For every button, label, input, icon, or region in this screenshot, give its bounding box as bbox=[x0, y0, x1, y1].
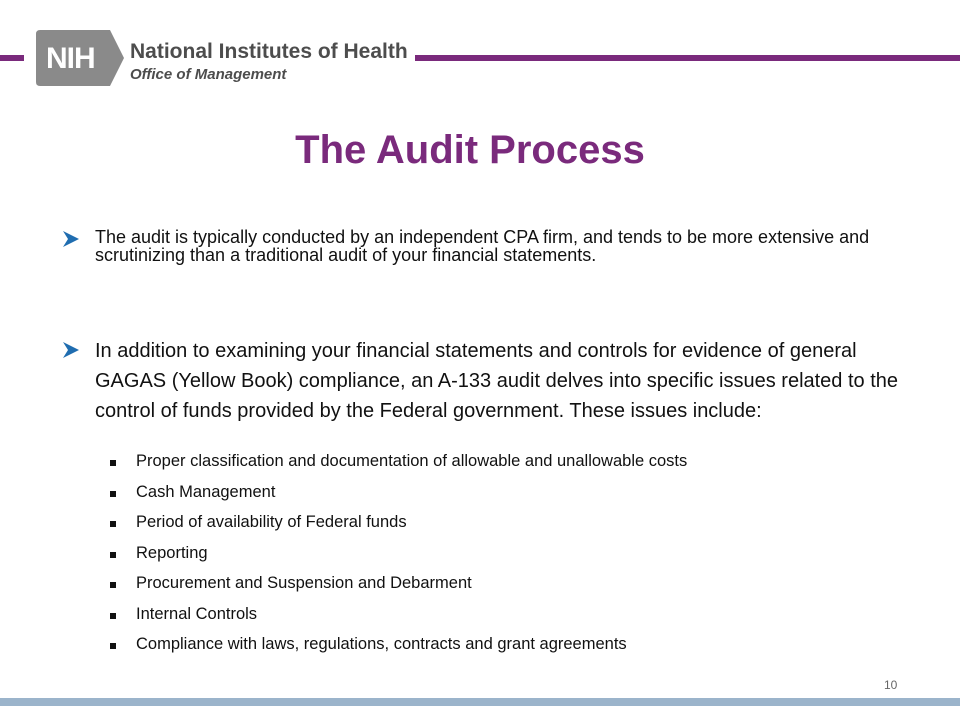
sub-bullet-item bbox=[106, 544, 886, 575]
slide-title: The Audit Process bbox=[295, 128, 645, 172]
square-bullet-icon bbox=[110, 582, 116, 588]
sub-bullet-text: Internal Controls bbox=[136, 604, 258, 623]
square-bullet-icon bbox=[110, 552, 116, 558]
page-number: 10 bbox=[884, 678, 898, 692]
nih-logo bbox=[36, 28, 411, 88]
sub-bullet-item bbox=[106, 483, 886, 514]
square-bullet-icon bbox=[110, 613, 116, 619]
bullet-text: In addition to examining your financial statements and controls for evidence of general GAGAS (Yellow Book) compliance, an A-133 audit delves into specific issues related to the control of funds provided by the Federal government. These issues include: bbox=[95, 340, 899, 422]
org-name: National Institutes of Health bbox=[130, 40, 408, 63]
sub-bullet-item bbox=[106, 513, 886, 544]
header-rule-left bbox=[0, 55, 24, 61]
bullet-text: The audit is typically conducted by an independent CPA firm, and tends to be more extensive and scrutinizing than a traditional audit of your financial statements. bbox=[95, 227, 870, 265]
sub-bullet-text: Cash Management bbox=[136, 482, 276, 501]
footer-bar bbox=[0, 698, 960, 706]
square-bullet-icon bbox=[110, 521, 116, 527]
sub-bullet-item bbox=[106, 605, 886, 636]
sub-bullet-list bbox=[106, 452, 886, 666]
sub-bullet-text: Compliance with laws, regulations, contracts and grant agreements bbox=[136, 635, 627, 653]
square-bullet-icon bbox=[110, 460, 116, 466]
sub-bullet-text: Procurement and Suspension and Debarment bbox=[136, 574, 472, 592]
header-rule-right bbox=[415, 55, 960, 61]
arrow-bullet-icon bbox=[62, 341, 80, 359]
sub-bullet-text: Proper classification and documentation of allowable and unallowable costs bbox=[136, 452, 688, 470]
arrow-bullet-icon bbox=[62, 230, 80, 248]
bullet-item bbox=[62, 336, 902, 426]
square-bullet-icon bbox=[110, 643, 116, 649]
logo-acronym: NIH bbox=[46, 42, 95, 75]
org-subtitle: Office of Management bbox=[130, 66, 287, 83]
bullet-item bbox=[62, 228, 902, 264]
sub-bullet-text: Period of availability of Federal funds bbox=[136, 513, 407, 531]
sub-bullet-text: Reporting bbox=[136, 543, 208, 562]
square-bullet-icon bbox=[110, 491, 116, 497]
sub-bullet-item bbox=[106, 452, 886, 483]
sub-bullet-item bbox=[106, 574, 886, 605]
sub-bullet-item bbox=[106, 635, 886, 666]
